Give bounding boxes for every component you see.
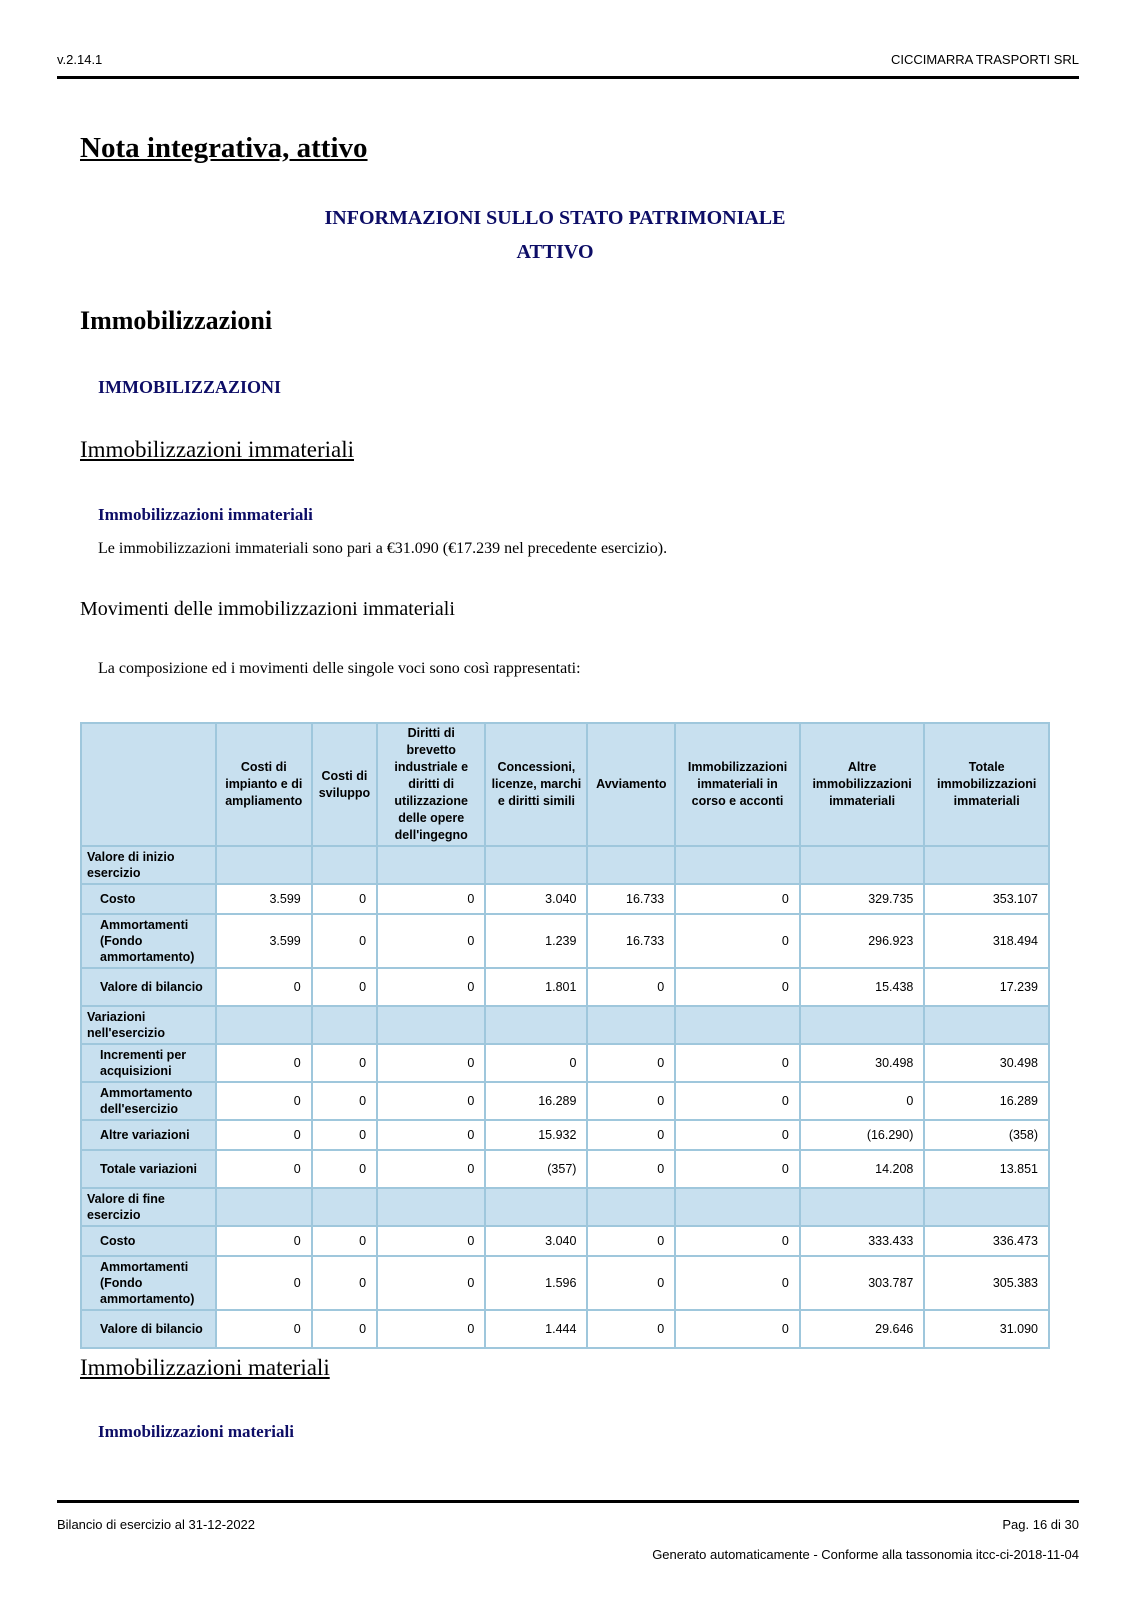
column-header: Altre immobilizzazioni immateriali xyxy=(800,723,925,846)
section-heading: Immobilizzazioni xyxy=(80,306,273,335)
cell: 0 xyxy=(312,884,377,914)
cell: 353.107 xyxy=(924,884,1049,914)
cell: 0 xyxy=(675,1044,800,1082)
subsection-heading-immateriali: Immobilizzazioni immateriali xyxy=(80,437,354,462)
cell: 329.735 xyxy=(800,884,925,914)
cell: 16.289 xyxy=(485,1082,587,1120)
cell: 0 xyxy=(377,1256,485,1310)
table-section-row xyxy=(81,1006,1049,1044)
row-label: Altre variazioni xyxy=(81,1120,216,1150)
cell: 0 xyxy=(312,968,377,1006)
cell: 0 xyxy=(485,1044,587,1082)
cell: 0 xyxy=(377,914,485,968)
cell: 0 xyxy=(312,914,377,968)
cell: 0 xyxy=(587,1256,675,1310)
row-label: Variazioni nell'esercizio xyxy=(81,1006,216,1044)
intro-paragraph: Le immobilizzazioni immateriali sono pari a €31.090 (€17.239 nel precedente esercizio). xyxy=(98,540,668,557)
cell: 0 xyxy=(587,1120,675,1150)
cell: 0 xyxy=(216,1120,312,1150)
table-row xyxy=(81,1044,1049,1082)
cell: 30.498 xyxy=(800,1044,925,1082)
movements-heading: Movimenti delle immobilizzazioni immateriali xyxy=(80,598,455,620)
cell: 0 xyxy=(675,1082,800,1120)
cell: 336.473 xyxy=(924,1226,1049,1256)
cell: 0 xyxy=(377,1082,485,1120)
cell: 16.733 xyxy=(587,884,675,914)
row-label: Ammortamenti (Fondo ammortamento) xyxy=(81,1256,216,1310)
table-row xyxy=(81,1150,1049,1188)
column-header: Avviamento xyxy=(587,723,675,846)
company-name: CICCIMARRA TRASPORTI SRL xyxy=(890,52,1079,67)
table-row xyxy=(81,884,1049,914)
cell: 0 xyxy=(216,968,312,1006)
cell: 0 xyxy=(312,1120,377,1150)
cell: 3.599 xyxy=(216,884,312,914)
cell: 3.040 xyxy=(485,1226,587,1256)
cell: 31.090 xyxy=(924,1310,1049,1348)
cell: 0 xyxy=(675,1256,800,1310)
table-row xyxy=(81,1226,1049,1256)
cell: 1.801 xyxy=(485,968,587,1006)
cell: 0 xyxy=(377,968,485,1006)
cell: 0 xyxy=(377,884,485,914)
cell: 0 xyxy=(377,1226,485,1256)
intangible-assets-table xyxy=(80,722,1050,1349)
cell: 0 xyxy=(587,968,675,1006)
subheading-materiali: Immobilizzazioni materiali xyxy=(98,1422,294,1441)
cell: 0 xyxy=(587,1082,675,1120)
section-banner-line2: ATTIVO xyxy=(516,241,594,263)
cell: 0 xyxy=(312,1082,377,1120)
row-label: Totale variazioni xyxy=(81,1150,216,1188)
table-row xyxy=(81,1256,1049,1310)
table-row xyxy=(81,1082,1049,1120)
cell: 0 xyxy=(377,1150,485,1188)
table-row xyxy=(81,914,1049,968)
cell: 15.932 xyxy=(485,1120,587,1150)
cell: 13.851 xyxy=(924,1150,1049,1188)
column-header: Costi di impianto e di ampliamento xyxy=(216,723,312,846)
subheading-immateriali: Immobilizzazioni immateriali xyxy=(98,505,313,524)
row-label: Costo xyxy=(81,884,216,914)
cell: 303.787 xyxy=(800,1256,925,1310)
cell: 0 xyxy=(587,1044,675,1082)
page-header xyxy=(57,52,1079,79)
row-label: Valore di inizio esercizio xyxy=(81,846,216,884)
cell: 0 xyxy=(216,1044,312,1082)
cell: 0 xyxy=(377,1044,485,1082)
subsection-heading-materiali: Immobilizzazioni materiali xyxy=(80,1355,330,1380)
table-section-row xyxy=(81,846,1049,884)
cell: (16.290) xyxy=(800,1120,925,1150)
cell: 0 xyxy=(216,1310,312,1348)
cell: 333.433 xyxy=(800,1226,925,1256)
cell: 30.498 xyxy=(924,1044,1049,1082)
column-header: Costi di sviluppo xyxy=(312,723,377,846)
cell: 17.239 xyxy=(924,968,1049,1006)
row-label: Incrementi per acquisizioni xyxy=(81,1044,216,1082)
row-label: Ammortamenti (Fondo ammortamento) xyxy=(81,914,216,968)
cell: 15.438 xyxy=(800,968,925,1006)
cell: 0 xyxy=(377,1310,485,1348)
cell: 305.383 xyxy=(924,1256,1049,1310)
cell: (358) xyxy=(924,1120,1049,1150)
cell: 0 xyxy=(587,1310,675,1348)
cell: 0 xyxy=(587,1226,675,1256)
row-label: Valore di bilancio xyxy=(81,968,216,1006)
row-label: Valore di bilancio xyxy=(81,1310,216,1348)
table-row xyxy=(81,968,1049,1006)
row-label: Valore di fine esercizio xyxy=(81,1188,216,1226)
cell: 0 xyxy=(216,1226,312,1256)
table-row xyxy=(81,1120,1049,1150)
cell: 318.494 xyxy=(924,914,1049,968)
table-row xyxy=(81,1310,1049,1348)
page-number: Pag. 16 di 30 xyxy=(1002,1517,1079,1532)
cell: 0 xyxy=(312,1226,377,1256)
cell: 3.040 xyxy=(485,884,587,914)
cell: 0 xyxy=(312,1256,377,1310)
column-header xyxy=(81,723,216,846)
section-banner-line1: INFORMAZIONI SULLO STATO PATRIMONIALE xyxy=(324,207,786,229)
cell: 0 xyxy=(312,1044,377,1082)
cell: 296.923 xyxy=(800,914,925,968)
column-header: Totale immobilizzazioni immateriali xyxy=(924,723,1049,846)
cell: 0 xyxy=(675,1226,800,1256)
cell: 0 xyxy=(216,1256,312,1310)
page-footer xyxy=(57,1500,1079,1562)
cell: 0 xyxy=(675,1120,800,1150)
cell: 1.444 xyxy=(485,1310,587,1348)
cell: 1.596 xyxy=(485,1256,587,1310)
page-title: Nota integrativa, attivo xyxy=(80,132,368,164)
footer-generated-note: Generato automaticamente - Conforme alla tassonomia itcc-ci-2018-11-04 xyxy=(652,1547,1079,1562)
cell: 0 xyxy=(312,1310,377,1348)
cell: 0 xyxy=(675,1150,800,1188)
cell: 1.239 xyxy=(485,914,587,968)
composition-paragraph: La composizione ed i movimenti delle singole voci sono così rappresentati: xyxy=(98,660,581,677)
table-header-row xyxy=(81,723,1049,846)
cell: 0 xyxy=(377,1120,485,1150)
cell: 0 xyxy=(675,884,800,914)
cell: 0 xyxy=(675,914,800,968)
column-header: Concessioni, licenze, marchi e diritti simili xyxy=(485,723,587,846)
cell: 3.599 xyxy=(216,914,312,968)
footer-document-label: Bilancio di esercizio al 31-12-2022 xyxy=(57,1517,256,1532)
cell: 29.646 xyxy=(800,1310,925,1348)
row-label: Ammortamento dell'esercizio xyxy=(81,1082,216,1120)
cell: 16.289 xyxy=(924,1082,1049,1120)
cell: 0 xyxy=(216,1082,312,1120)
cell: 14.208 xyxy=(800,1150,925,1188)
row-label: Costo xyxy=(81,1226,216,1256)
cell: 0 xyxy=(216,1150,312,1188)
column-header: Diritti di brevetto industriale e diritti di utilizzazione delle opere dell'ingegno xyxy=(377,723,485,846)
version-label: v.2.14.1 xyxy=(57,52,103,67)
section-caps-heading: IMMOBILIZZAZIONI xyxy=(98,377,282,397)
table-section-row xyxy=(81,1188,1049,1226)
cell: 16.733 xyxy=(587,914,675,968)
cell: 0 xyxy=(675,1310,800,1348)
cell: 0 xyxy=(587,1150,675,1188)
column-header: Immobilizzazioni immateriali in corso e acconti xyxy=(675,723,800,846)
cell: 0 xyxy=(312,1150,377,1188)
cell: 0 xyxy=(800,1082,925,1120)
cell: (357) xyxy=(485,1150,587,1188)
cell: 0 xyxy=(675,968,800,1006)
